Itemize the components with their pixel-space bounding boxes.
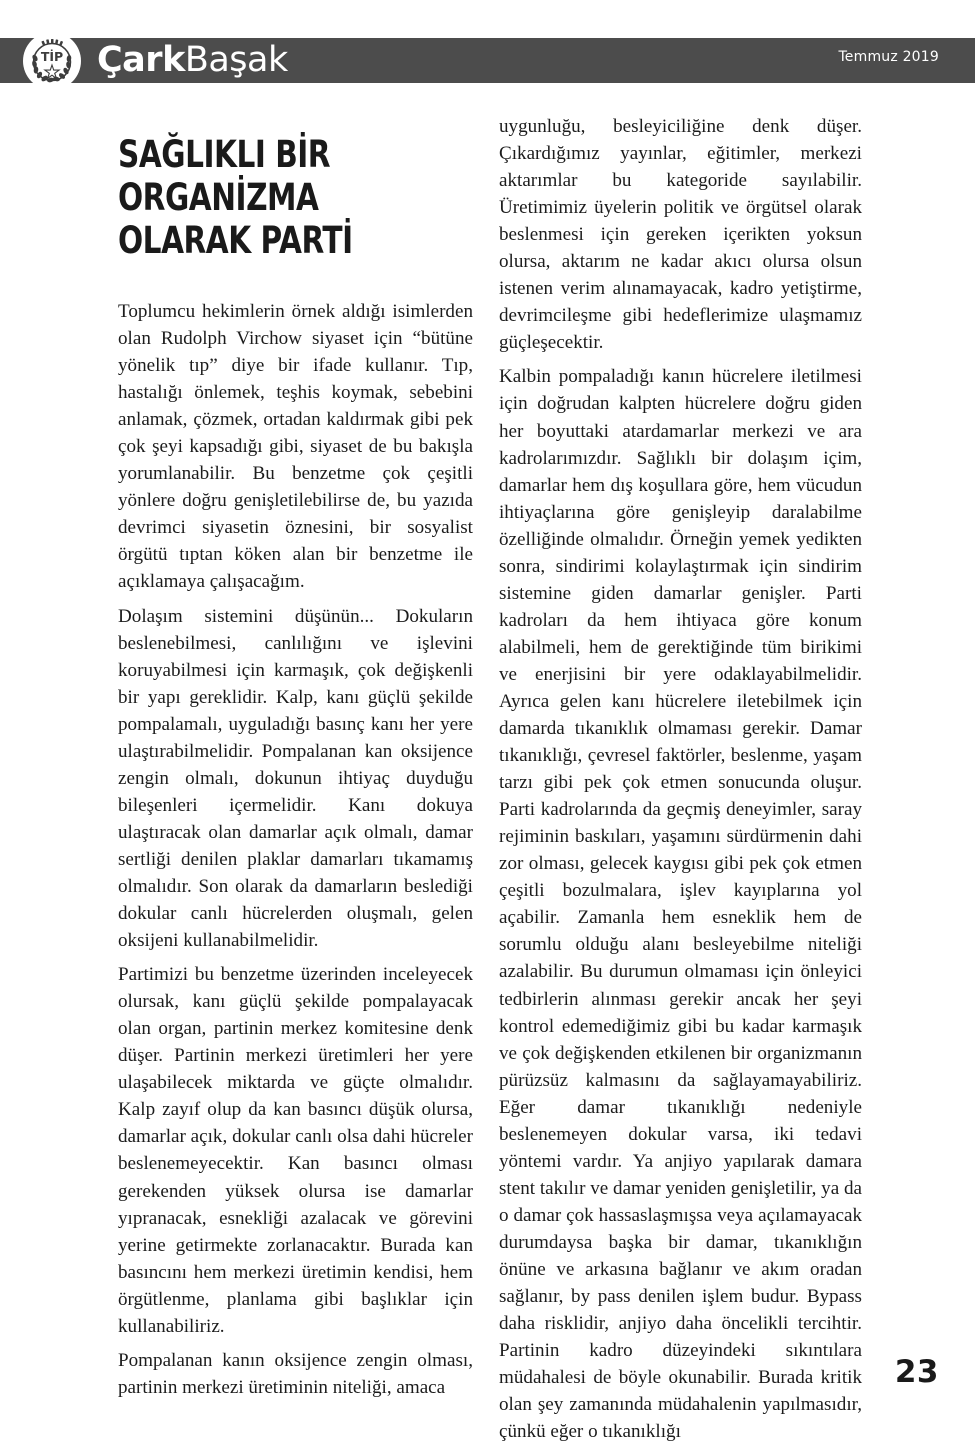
tip-logo-icon (27, 36, 77, 86)
article-column-right (499, 113, 862, 1445)
brand-strong-text: Çark (97, 40, 185, 80)
issue-date: Temmuz 2019 (838, 49, 939, 65)
page-number: 23 (894, 1354, 939, 1390)
paragraph: Dolaşım sistemini düşünün... Dokuların beslenebilmesi, canlılığını ve işlevini koruyabilmesi için karmaşık, çok değişkenli bir yapı gereklidir. Kalp, kanı güçlü şekilde pompalamalı, uyguladığı basınç kanı her yere ulaştırabilmelidir. Pompalanan kan oksijence zengin olmalı, dokunun ihtiyaç duyduğu bileşenleri içermelidir. Kanı dokuya ulaştıracak olan damarlar açık olmalı, damar sertliği denilen plaklar damarları tıkamamış olmalıdır. Son olarak da damarların beslediği dokular canlı hücrelerden oluşmalı, gelen oksijeni kullanabilmelidir. (118, 605, 473, 952)
paragraph: Partimizi bu benzetme üzerinden inceleyecek olursak, kanı güçlü şekilde pompalayacak olan organ, partinin merkez komitesine denk düşer. Partinin merkezi üretimleri her yere ulaşabilecek miktarda ve güçte olmalıdır. Kalp zayıf olup da kan basıncı düşük olursa, damarlar açık, dokular canlı olsa dahi hücreler beslenemeyecektir. Kan basıncı olması gerekenden yüksek olursa ise damarlar yıpranacak, esnekliği azalacak ve görevini yerine getirmekte zorlanacaktır. Burada kan basıncını hem merkezi üretimin kendisi, hem örgütlenme, planlama gibi başlıklar için kullanabiliriz. (118, 964, 473, 1337)
article-headline: SAĞLIKLI BİR ORGANİZMA OLARAK PARTİ (118, 132, 353, 262)
tip-logo-text: TİP (40, 49, 64, 64)
paragraph: Toplumcu hekimlerin örnek aldığı isimlerden olan Rudolph Virchow siyaset için “bütüne yönelik tıp” diye bir ifade kullanır. Tıp, hastalığı önlemek, teşhis koymak, sebebini anlamak, çözmek, ortadan kaldırmak gibi pek çok şeyi kapsadığı gibi, siyaset de bu bakışla yorumlanabilir. Bu benzetme çok çeşitli yönlere doğru genişletilebilirse de, bu yazıda devrimci siyasetin öznesini, bir sosyalist örgütü tıptan köken alan bir benzetme ile açıklamaya çalışacağım. (118, 301, 473, 593)
paragraph: uygunluğu, besleyiciliğine denk düşer. Çıkardığımız yayınlar, eğitimler, merkezi aktarımlar bu kategoride sayılabilir. Üretimimiz üyelerin politik ve örgütsel olarak beslenmesi için gereken içerikten yoksun olursa, aktarım ne kadar akıcı olursa olsun istenen verim alınamayacak, kadro yetiştirme, devrimcileşme gibi hedeflerimize ulaşmamız güçleşecektir. (499, 116, 862, 354)
masthead-brand (97, 30, 288, 90)
paragraph: Pompalanan kanın oksijence zengin olması, partinin merkezi üretiminin niteliği, amaca (118, 1349, 473, 1398)
brand-light-text: Başak (184, 40, 288, 80)
paragraph: Kalbin pompaladığı kanın hücrelere iletilmesi için doğrudan kalpten hücrelere doğru giden her boyuttaki atardamarlar merkezi ve ara kadrolarımızdır. Sağlıklı bir dolaşım içim, damarlar hem dış koşullara göre, hem vücudun ihtiyaçlarına göre genişleyip daralabilme özelliğinde olmalıdır. Örneğin yemek yedikten sonra, sindirimi kolaylaştırmak için sindirim sistemine giden damarlar genişler. Parti kadroları da hem ihtiyaca göre konum alabilmeli, hem de gerektiğinde tüm birikimi ve enerjisini bir yere odaklayabilmelidir. Ayrıca gelen kanı hücrelere iletebilmek için damarda tıkanıklık olmaması gerekir. Damar tıkanıklığı, çevresel faktörler, beslenme, yaşam tarzı gibi pek çok etmen sonucunda oluşur. Parti kadrolarında da geçmiş deneyimler, saray rejiminin baskıları, yaşamını sürdürmenin dahi zor olması, gelecek kaygısı gibi pek çok etmen çeşitli bozulmalara, işlev kayıplarına yol açabilir. Zamanla hem esneklik hem de sorumlu olduğu alanı besleyebilme niteliği azalabilir. Bu durumun olmaması için önleyici tedbirlerin alınması gerekir ancak her şeyi kontrol edemediğimiz gibi bu kadar karmaşık ve çok değişkenden etkilenen bir organizmanın pürüzsüz kalmasını da sağlayamayabiliriz. Eğer damar tıkanıklığı nedeniyle beslenemeyen dokular varsa, iki tedavi yöntemi vardır. Ya anjiyo yapılarak damara stent takılır ve damar yeniden genişletilir, ya da o damar çok hassaslaşmışsa veya açılamayacak durumdaysa başka bir damar, tıkanıklığın önüne ve arkasına bağlanır ve akım oradan sağlanır, by pass denilen işlem budur. Bypass daha risklidir, anjiyo daha öncelikli tercihtir. Partinin kadro düzeyindeki sıkıntılara müdahalesi de böyle okunabilir. Burada kritik olan şey zamanında müdahalenin yapılmasıdır, çünkü eğer o tıkanıklığı (499, 366, 862, 1443)
article-column-left (118, 298, 473, 1401)
